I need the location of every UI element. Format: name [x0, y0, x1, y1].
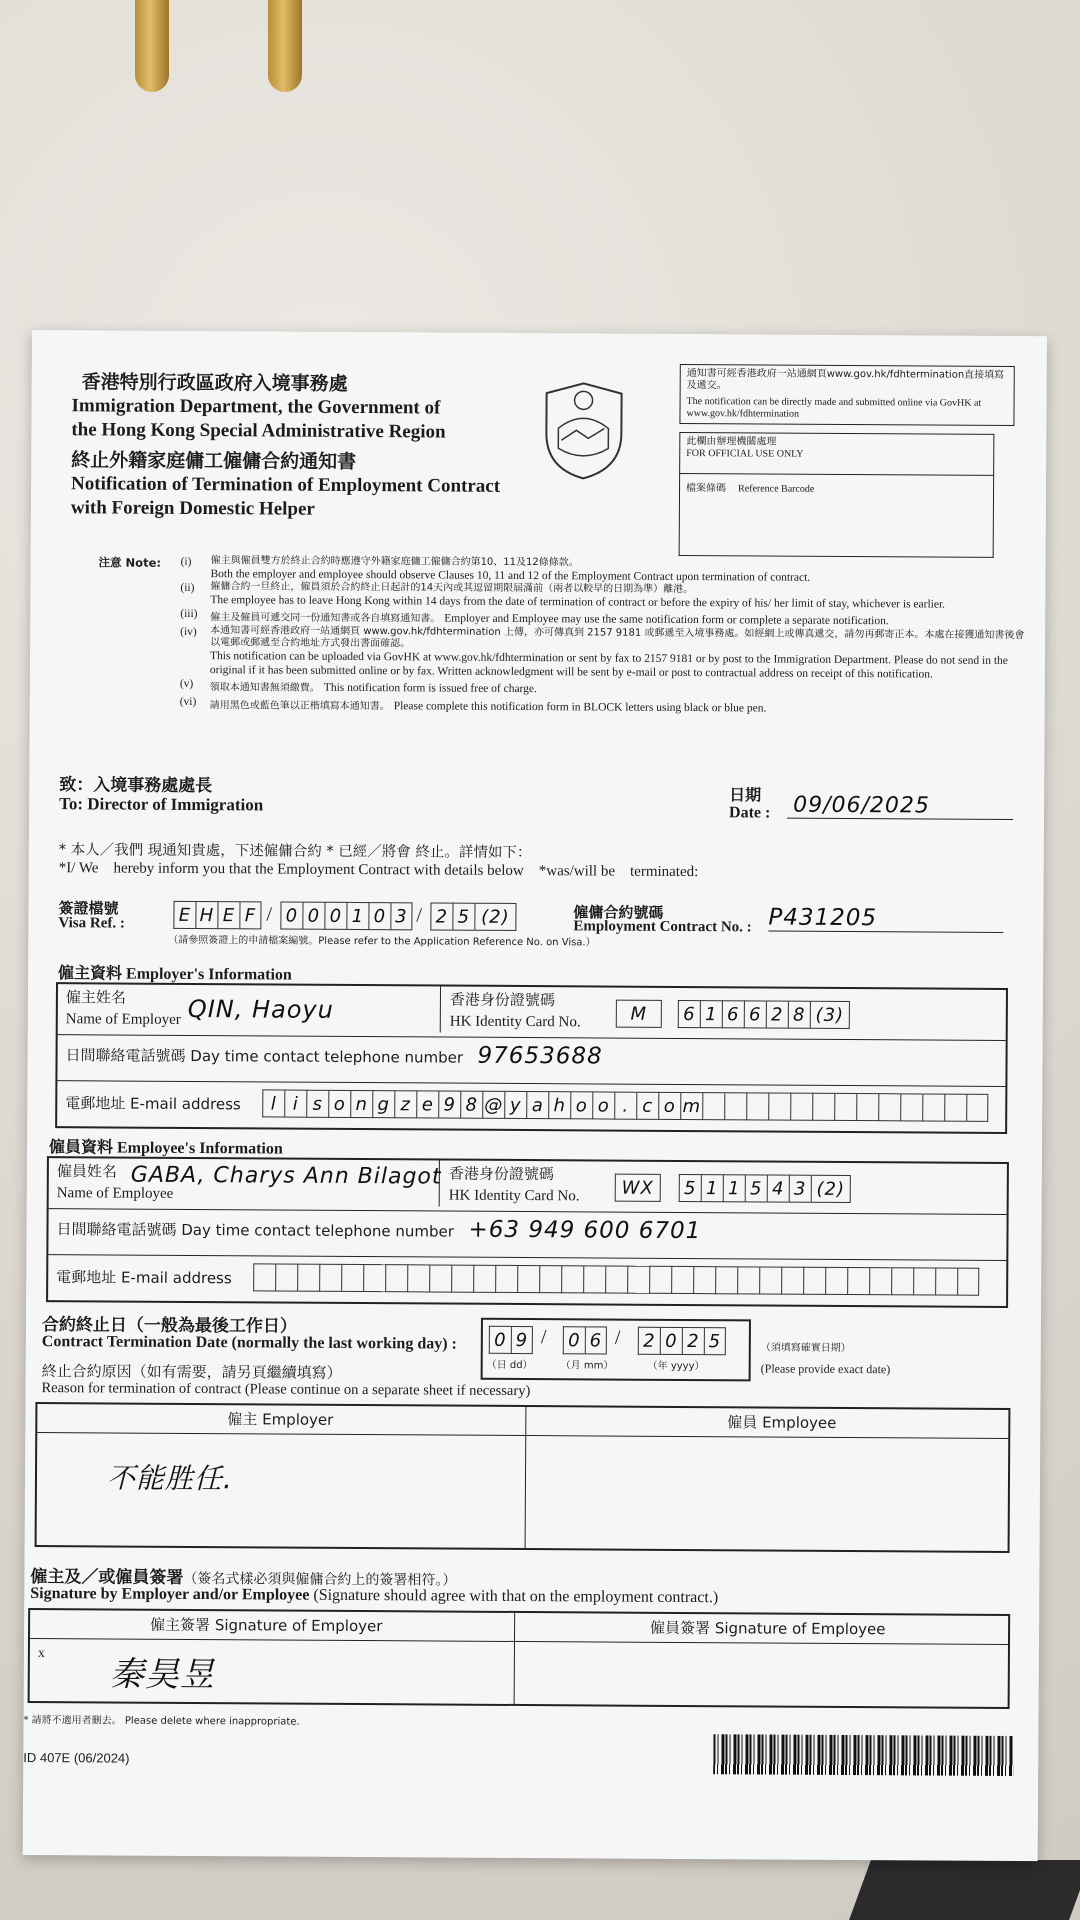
yyyy-label: （年 yyyy） [647, 1360, 705, 1373]
title-en-1: Notification of Termination of Employment Contract [70, 473, 501, 497]
note-label: 注意 Note: [98, 555, 162, 570]
employer-hkid-zh: 香港身份證號碼 [449, 990, 555, 1010]
employer-section-title: 僱主資料 Employer's Information [58, 963, 292, 984]
contract-no-zh: 僱傭合約號碼 [573, 903, 664, 922]
employee-signature-header: 僱員簽署 Signature of Employee [650, 1618, 886, 1639]
exact-date-en: (Please provide exact date) [760, 1361, 891, 1377]
barcode-zh: 檔案條碼 [686, 482, 727, 495]
barcode-en: Reference Barcode [738, 483, 815, 495]
termination-mm: 0 6 [563, 1326, 607, 1354]
visa-note: （請參照簽證上的申請檔案編號。Please refer to the Application Reference No. on Visa.） [168, 934, 596, 949]
official-zh: 此欄由辦理機關處理 [686, 435, 777, 448]
employee-hkid-zh: 香港身份證號碼 [448, 1164, 554, 1184]
visa-part3[interactable]: 2 5 (2) [430, 902, 516, 931]
title-zh: 終止外籍家庭傭工僱傭合約通知書 [71, 449, 357, 473]
employee-name-zh: 僱員姓名 [56, 1162, 117, 1181]
employee-section-title: 僱員資料 Employee's Information [48, 1137, 283, 1158]
hanger-hook-left [135, 0, 169, 92]
termination-date-box[interactable]: 0 9 / 0 6 / 2 0 2 5 （日 dd） （月 mm） （年 yyyy） [481, 1318, 751, 1382]
notes-list [180, 555, 1026, 718]
form-paper: 香港特別行政區政府入境事務處 Immigration Department, the Government of the Hong Kong Special Administrative Region 終止外籍家庭傭工僱傭合約通知書 Notification of Termination of Employment Contract with Foreign Domestic Helper 通知書可經香港政府一站通網頁www.gov.hk/fdhtermination直接填寫及遞交。 The notification can be directly made and submitted online via GovHK at www.gov.hk/fdhtermination 此欄由辦理機關處理 FOR OFFICIAL USE ONLY 檔案條碼 Reference Barcode 注意 Note: (i) 僱主與僱員雙方於終止合約時應遵守外籍家庭傭工僱傭合約第10、11及12條條款。 Both the employer and employee should observe Clauses 10, 11 and 12 of the Employment Contract upon termination of contract. (ii) 僱傭合約一旦終止，僱員須於合約終止日起計的14天內或其逗留期限屆滿前（兩者以較早的日期為準）離港。 The employee has to leave Hong Kong within 14 days from the date of termination of contract or before the expiry of his/ her limit of stay, whichever is earlier. (iii) 僱主及僱員可遞交同一份通知書或各自填寫通知書。 Employer and Employee may use the same notification form or complete a separate notification. (iv) 本通知書可經香港政府一站通網頁 www.gov.hk/fdhtermination 上傳，亦可傳真到 2157 9181 或郵遞至入境事務處。如經網上或傳真遞交，請勿再郵寄正本。本處在接獲通知書後會以電郵或郵遞至合約地址方式發出書面確認。 This notification can be uploaded via GovHK at www.gov.hk/fdhtermination or sent by fax to 2157 9181 or by post to the Immigration Department. Please do not send in the original if it has been submitted online or by fax. Written acknowledgment will be sent by e-mail or post to contractual address on receipt of this notification. (v) 領取本通知書無須繳費。 This notification form is issued free of charge. (vi) 請用黑色或藍色筆以正楷填寫本通知書。 Please complete this notification form in BLOCK letters using black or blue pen. 致：入境事務處處長 To: Director of Immigration 日期 Date : 09/06/2025 * 本人／我們 現通知貴處，下述僱傭合約 * 已經／將會 終止。詳情如下： *I/ We hereby inform you that the Employment Contract with details below *was/will be terminated: 簽證檔號 Visa Ref. : E H E F / 0 0 0 1 0 3 / 2 5 (2) （請參照簽證上的申請檔案編號。Please refer to the Application Reference No. on Visa.） 僱傭合約號碼 Employment Contract No. : P431205 僱主資料 Employer's Information 僱主姓名 Name of Employer QIN, Haoyu 香港身份證號碼 HK Identity Card No. M 6 1 6 6 2 8 (3) 日間聯絡電話號碼 Day time contact telephone number 97653688 電郵地址 E-mail address l i s o n g z e 9 8 @ y a h o o . c o m 僱員資料 Employee's Information 僱員姓名 Name of Employee GABA, Charys Ann Bilagot 香港身份證號碼 HK Identity Card No. WX 5 1 1 5 4 3 (2) 日間聯絡電話號碼 Day time contact telephone number +63 949 600 6701 電郵地址 E-mail address 合約終止日（一般為最後工作日） Contract Termination Date (normally the last working day) : 0 9 / 0 6 / 2 0 2 5 （日 dd） （月 mm） （年 yyyy） （須填寫確實日期） (Please provide exact date) 終止合約原因（如有需要，請另頁繼續填寫） Reason for termination of contract (Please continue on a separate sheet if necessary) 僱主 Employer 僱員 Employee 不能胜任. 僱主及／或僱員簽署（簽名式樣必須與僱傭合約上的簽署相符。） Signature by Employer and/or Employee (Signature should agree with that on the employment contract.) 僱主簽署 Signature of Employer 僱員簽署 Signature of Employee x 秦昊昱 * 請將不適用者刪去。 Please delete where inappropriate. ID 407E (06/2024) [23, 330, 1047, 1861]
employer-hkid-digits[interactable]: 6 1 6 6 2 8 (3) [678, 1000, 850, 1029]
employer-table [55, 982, 1008, 1134]
employer-signature-header: 僱主簽署 Signature of Employer [150, 1615, 383, 1636]
dept-zh: 香港特別行政區政府入境事務處 [81, 371, 348, 395]
mm-label: （月 mm） [560, 1360, 614, 1372]
employer-name-zh: 僱主姓名 [65, 988, 126, 1007]
divider [440, 987, 441, 1033]
visa-part2[interactable]: 0 0 0 1 0 3 [280, 902, 412, 931]
official-en: FOR OFFICIAL USE ONLY [686, 447, 804, 460]
signature-mark: x [37, 1646, 45, 1662]
exact-date-zh: （須填寫確實日期） [760, 1342, 851, 1355]
note-item: (iii) 僱主及僱員可遞交同一份通知書或各自填寫通知書。 Employer and Employee may use the same notification form or complete a separate notification. [180, 607, 889, 628]
employer-signature[interactable]: 秦昊昱 [109, 1654, 215, 1696]
inform-en: *I/ We hereby inform you that the Employment Contract with details below *was/will be terminated: [58, 860, 699, 881]
contract-no-value[interactable]: P431205 [768, 905, 1003, 933]
signature-en: Signature by Employer and/or Employee (Signature should agree with that on the employment contract.) [30, 1585, 719, 1607]
date-zh: 日期 [729, 785, 762, 805]
employer-hkid-prefix[interactable]: M [616, 1000, 662, 1028]
note-item: (vi) 請用黑色或藍色筆以正楷填寫本通知書。 Please complete this notification form in BLOCK letters using black or blue pen. [179, 695, 767, 715]
employee-email-boxes[interactable] [253, 1263, 979, 1295]
form-barcode-icon [713, 1734, 1013, 1776]
employer-tel-label: 日間聯絡電話號碼 Day time contact telephone number [65, 1046, 464, 1067]
contract-no-label: Employment Contract No. : [573, 918, 752, 936]
date-label: Date : [729, 804, 771, 822]
note-item: (v) 領取本通知書無須繳費。 This notification form is issued free of charge. [179, 677, 537, 696]
form-id: ID 407E (06/2024) [23, 1749, 130, 1766]
date-value[interactable]: 09/06/2025 [787, 793, 1013, 820]
employee-hkid-digits[interactable]: 5 1 1 5 4 3 (2) [679, 1174, 851, 1203]
note-item: (ii) 僱傭合約一旦終止，僱員須於合約終止日起計的14天內或其逗留期限屆滿前（兩者以較早的日期為準）離港。 The employee has to leave Hong Kong within 14 days from the date of termination of contract or before the expiry of his/ her limit of stay, whichever is earlier. [180, 581, 946, 611]
reason-table [35, 1402, 1011, 1553]
inform-zh: * 本人／我們 現通知貴處，下述僱傭合約 * 已經／將會 終止。詳情如下： [58, 842, 532, 862]
employer-email-label: 電郵地址 E-mail address [65, 1094, 241, 1114]
visa-zh: 簽證檔號 [58, 899, 119, 918]
employee-name-value[interactable]: GABA, Charys Ann Bilagot [130, 1162, 442, 1190]
employer-email-value[interactable]: l i s o n g z e 9 8 @ y a h o o . c o m [262, 1089, 988, 1121]
employer-tel-value[interactable]: 97653688 [477, 1042, 603, 1070]
dark-object [849, 1860, 1080, 1920]
employer-name-en: Name of Employer [65, 1011, 181, 1028]
online-zh: 通知書可經香港政府一站通網頁www.gov.hk/fdhtermination直接填寫及遞交。 [686, 368, 1005, 392]
to-en: To: Director of Immigration [59, 794, 264, 815]
to-zh: 致：入境事務處處長 [59, 775, 213, 797]
reason-employer-header: 僱主 Employer [227, 1410, 334, 1429]
termination-yyyy: 2 0 2 5 [638, 1327, 726, 1356]
dept-en-1: Immigration Department, the Government of [71, 395, 441, 419]
delete-note: * 請將不適用者刪去。 Please delete where inappropriate. [23, 1714, 300, 1728]
reason-en: Reason for termination of contract (Please continue on a separate sheet if necessary) [41, 1380, 531, 1400]
signature-table [28, 1608, 1011, 1709]
employee-tel-value[interactable]: +63 949 600 6701 [468, 1216, 702, 1245]
visa-part1[interactable]: E H E F [173, 901, 261, 930]
employer-hkid-en: HK Identity Card No. [449, 1013, 581, 1031]
signature-zh: 僱主及／或僱員簽署（簽名式樣必須與僱傭合約上的簽署相符。） [30, 1567, 457, 1589]
reference-barcode-box [679, 474, 994, 558]
termination-en: Contract Termination Date (normally the last working day) : [41, 1333, 457, 1353]
reason-zh: 終止合約原因（如有需要，請另頁繼續填寫） [41, 1362, 342, 1382]
dept-en-2: the Hong Kong Special Administrative Region [71, 419, 446, 443]
employee-email-label: 電郵地址 E-mail address [56, 1268, 232, 1288]
hk-immigration-emblem-icon [536, 378, 632, 484]
reason-employer-value[interactable]: 不能胜任. [106, 1461, 233, 1496]
termination-zh: 合約終止日（一般為最後工作日） [41, 1315, 297, 1337]
official-use-box [679, 432, 994, 476]
employee-tel-label: 日間聯絡電話號碼 Day time contact telephone number [56, 1220, 455, 1241]
employee-table [46, 1156, 1009, 1308]
employer-name-value[interactable]: QIN, Haoyu [187, 994, 334, 1024]
note-item: (i) 僱主與僱員雙方於終止合約時應遵守外籍家庭傭工僱傭合約第10、11及12條條款。 Both the employer and employee should observe Clauses 10, 11 and 12 of the Employment Contract upon termination of contract. [180, 555, 811, 584]
employee-hkid-prefix[interactable]: WX [615, 1174, 661, 1202]
employee-name-en: Name of Employee [56, 1185, 174, 1202]
dd-label: （日 dd） [486, 1359, 533, 1372]
employee-hkid-en: HK Identity Card No. [448, 1187, 580, 1205]
visa-label: Visa Ref. : [58, 915, 125, 932]
online-en: The notification can be directly made and submitted online via GovHK at www.gov.hk/fdhtermination [686, 396, 982, 420]
hanger-hook-right [268, 0, 302, 92]
title-en-2: with Foreign Domestic Helper [70, 497, 315, 520]
online-submission-box [679, 364, 1014, 426]
note-item: (iv) 本通知書可經香港政府一站通網頁 www.gov.hk/fdhtermination 上傳，亦可傳真到 2157 9181 或郵遞至入境事務處。如經網上或傳真遞交，請勿再郵寄正本。本處在接獲通知書後會以電郵或郵遞至合約地址方式發出書面確認。 This notification can be uploaded via GovHK at www.gov.hk/fdhtermination or sent by fax to 2157 9181 or by post to the Immigration Department. Please do not send in the original if it has been submitted online or by fax. Written acknowledgment will be sent by e-mail or post to contractual address on receipt of this notification. [180, 625, 1025, 681]
reason-employee-header: 僱員 Employee [727, 1413, 837, 1432]
